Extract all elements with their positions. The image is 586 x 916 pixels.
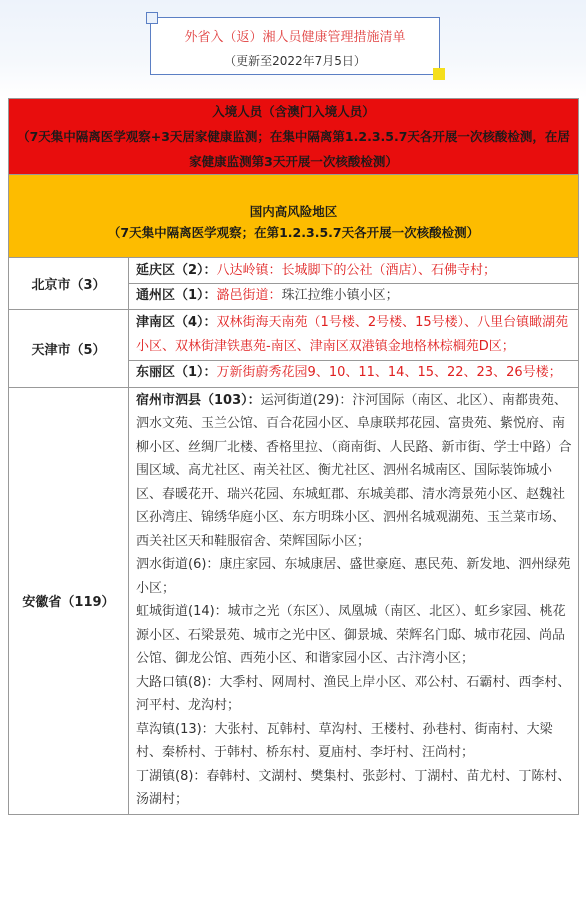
entry-section-title: 入境人员（含澳门入境人员） [212,104,375,119]
table-row [9,310,579,388]
area-paragraph: 大路口镇(8)：大季村、网周村、渔民上岸小区、邓公村、石霸村、西李村、河平村、龙沟村； [136,674,571,713]
entry-section-measures: （7天集中隔离医学观察+3天居家健康监测；在集中隔离第1.2.3.5.7天各开展一次核酸检测，在居家健康监测第3天开展一次核酸检测） [17,129,570,169]
table-row [9,387,579,814]
district-name: 津南区（4）： [136,315,217,330]
high-risk-section-header [9,175,579,258]
area-text: 珠江拉维小镇小区； [281,287,399,303]
district-name: 延庆区（2）： [136,263,217,278]
title-box-corner-handle [146,12,158,24]
measures-table [8,98,579,815]
area-paragraph: 泗水街道(6)：康庄家园、东城康居、盛世豪庭、惠民苑、新发地、泗州绿苑小区； [136,557,571,596]
province-anhui: 安徽省（119） [9,387,129,814]
area-paragraph: 草沟镇(13)：大张村、瓦韩村、草沟村、王楼村、孙巷村、街南村、大梁村、秦桥村、于韩村、桥东村、夏庙村、李圩村、汪尚村； [136,721,553,760]
district-name: 通州区（1）： [136,287,217,303]
high-risk-section-measures: （7天集中隔离医学观察；在第1.2.3.5.7天各开展一次核酸检测） [107,225,480,240]
entry-section-row [9,99,579,175]
title-box [150,17,440,75]
area-paragraph: 虹城街道(14)：城市之光（东区）、凤凰城（南区、北区）、虹乡家园、桃花源小区、石梁景苑、城市之光中区、御景城、荣辉名门邸、城市花园、尚品公馆、御龙公馆、西苑小区、和谐家园小区、古汴湾小区； [136,604,566,666]
province-tianjin: 天津市（5） [9,310,129,388]
province-beijing: 北京市（3） [9,258,129,310]
town-name: 潞邑街道： [216,287,282,303]
area-list-beijing [129,258,579,310]
high-risk-section-title: 国内高风险地区 [249,204,338,219]
area-list-anhui [129,387,579,814]
high-risk-section-row [9,175,579,258]
entry-section-header [9,99,579,175]
area-list-tianjin [129,310,579,388]
area-paragraph: 丁湖镇(8)：春韩村、文湖村、樊集村、张彭村、丁湖村、苗尤村、丁陈村、汤湖村； [136,768,571,807]
district-name: 宿州市泗县（103）： [136,392,261,408]
page-title: 外省入（返）湘人员健康管理措施清单 [184,30,406,45]
district-name: 东丽区（1）： [136,365,217,380]
title-box-corner-marker [433,68,445,80]
area-text: 万新街蔚秀花园9、10、11、14、15、22、23、26号楼； [216,365,562,380]
area-text: 八达岭镇：长城脚下的公社（酒店）、石佛寺村； [216,263,497,278]
page-subtitle: （更新至2022年7月5日） [224,54,366,68]
table-row [9,258,579,310]
area-text: 双林街海天南苑（1号楼、2号楼、15号楼）、八里台镇瞰湖苑小区、双林街津铁惠苑-南区、津南区双港镇金地格林棕榈苑D区； [136,315,569,354]
area-text: 运河街道(29)：汴河国际（南区、北区）、南都贵苑、泗水文苑、玉兰公馆、百合花园小区、阜康联邦花园、富贵苑、紫悦府、南柳小区、丝绸厂北楼、香格里拉、（商南街、人民路、新市街、学士中路）合围区域、高尤社区、南关社区、衡尤社区、泗州名城南区、国际装饰城小区、春暖花开、瑞兴花园、东城虹郡、东城美郡、清水湾景苑小区、赵魏社区孙湾庄、锦绣华庭小区、东方明珠小区、泗州名城观湖苑、玉兰菜市场、西关社区天和鞋服宿舍、荣辉国际小区； [136,392,572,549]
